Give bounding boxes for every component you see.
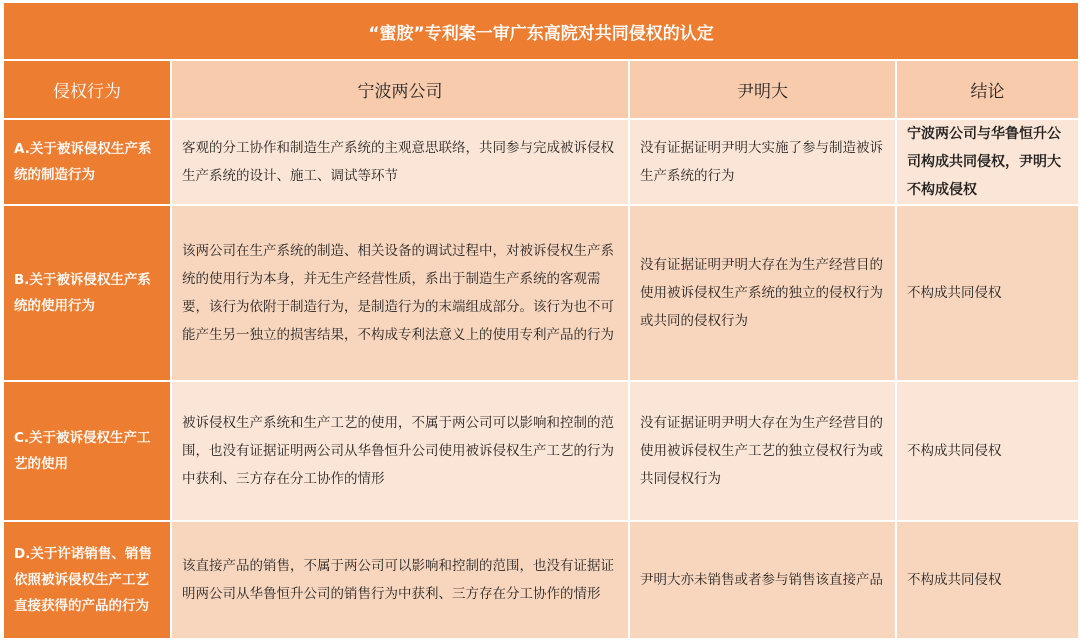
row-c-conclusion: 不构成共同侵权 [896, 381, 1079, 521]
row-d-ningbo: 该直接产品的销售，不属于两公司可以影响和控制的范围，也没有证据证明两公司从华鲁恒升公司的销售行为中获利、三方存在分工协作的情形 [171, 521, 629, 639]
header-row [3, 60, 1079, 119]
row-a-yin: 没有证据证明尹明大实施了参与制造被诉生产系统的行为 [629, 119, 896, 205]
row-c-yin: 没有证据证明尹明大存在为生产经营目的使用被诉侵权生产工艺的独立侵权行为或共同侵权行为 [629, 381, 896, 521]
joint-infringement-table [2, 1, 1080, 640]
row-b-ningbo: 该两公司在生产系统的制造、相关设备的调试过程中，对被诉侵权生产系统的使用行为本身，并无生产经营性质，系出于制造生产系统的客观需要，该行为依附于制造行为，是制造行为的末端组成部分。该行为也不可能产生另一独立的损害结果，不构成专利法意义上的使用专利产品的行为 [171, 205, 629, 381]
row-c-behavior: C.关于被诉侵权生产工艺的使用 [3, 381, 171, 521]
row-c-ningbo: 被诉侵权生产系统和生产工艺的使用，不属于两公司可以影响和控制的范围，也没有证据证明两公司从华鲁恒升公司使用被诉侵权生产工艺的行为中获利、三方存在分工协作的情形 [171, 381, 629, 521]
row-b-behavior: B.关于被诉侵权生产系统的使用行为 [3, 205, 171, 381]
table-row [3, 119, 1079, 205]
row-b-conclusion: 不构成共同侵权 [896, 205, 1079, 381]
row-a-ningbo: 客观的分工协作和制造生产系统的主观意思联络，共同参与完成被诉侵权生产系统的设计、施工、调试等环节 [171, 119, 629, 205]
header-ningbo: 宁波两公司 [171, 60, 629, 119]
row-d-behavior: D.关于许诺销售、销售依照被诉侵权生产工艺直接获得的产品的行为 [3, 521, 171, 639]
header-behavior: 侵权行为 [3, 60, 171, 119]
row-d-yin: 尹明大亦未销售或者参与销售该直接产品 [629, 521, 896, 639]
row-a-conclusion: 宁波两公司与华鲁恒升公司构成共同侵权，尹明大不构成侵权 [896, 119, 1079, 205]
table-row [3, 205, 1079, 381]
row-d-conclusion: 不构成共同侵权 [896, 521, 1079, 639]
header-conclusion: 结论 [896, 60, 1079, 119]
row-b-yin: 没有证据证明尹明大存在为生产经营目的使用被诉侵权生产系统的独立的侵权行为或共同的侵权行为 [629, 205, 896, 381]
table-row [3, 521, 1079, 639]
table-row [3, 381, 1079, 521]
header-yin: 尹明大 [629, 60, 896, 119]
row-a-behavior: A.关于被诉侵权生产系统的制造行为 [3, 119, 171, 205]
table-title: “蜜胺”专利案一审广东高院对共同侵权的认定 [3, 2, 1079, 60]
